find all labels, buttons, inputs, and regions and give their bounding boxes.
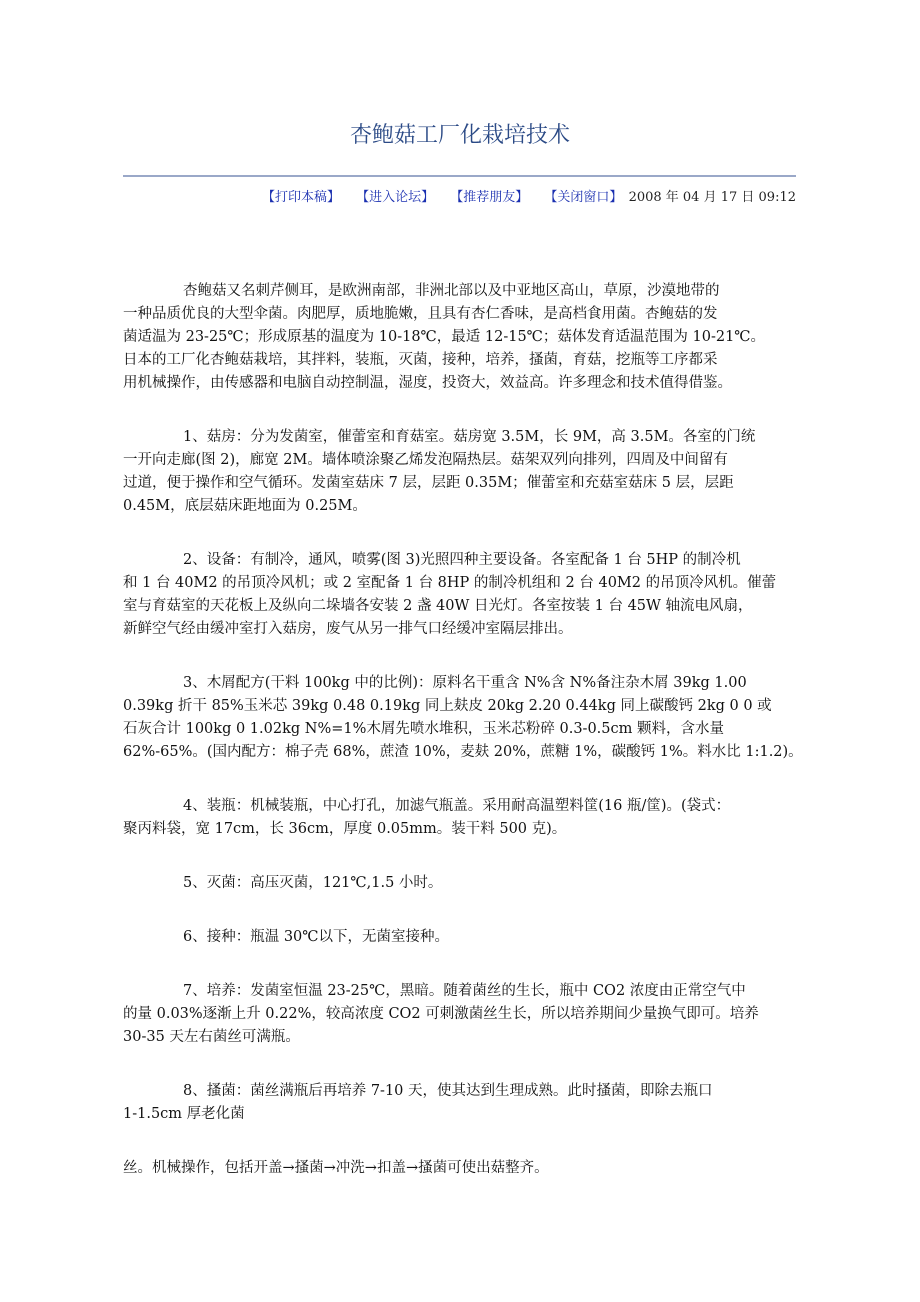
paragraph-line: 杏鲍菇又名刺芹侧耳，是欧洲南部，非洲北部以及中亚地区高山，草原，沙漠地带的	[183, 283, 720, 299]
paragraph	[123, 872, 813, 895]
paragraph-line: 0.45M，底层菇床距地面为 0.25M。	[123, 498, 367, 514]
paragraph-line: 3、木屑配方(干料 100kg 中的比例)：原料名干重含 N%含 N%备注杂木屑 39kg 1.00	[183, 675, 747, 691]
paragraph	[123, 672, 813, 764]
paragraph-line: 一种品质优良的大型伞菌。肉肥厚，质地脆嫩，且具有杏仁香味，是高档食用菌。杏鲍菇的发	[123, 306, 718, 322]
paragraph-line: 丝。机械操作，包括开盖→搔菌→冲洗→扣盖→搔菌可使出菇整齐。	[123, 1160, 549, 1176]
article-toolbar	[250, 186, 796, 205]
paragraph-line: 2、设备：有制冷，通风，喷雾(图 3)光照四种主要设备。各室配备 1 台 5HP 的制冷机	[183, 552, 741, 568]
paragraph-line: 石灰合计 100kg 0 1.02kg N%=1%木屑先喷水堆积，玉米芯粉碎 0.3-0.5cm 颗料，含水量	[123, 721, 724, 737]
paragraph	[123, 795, 813, 841]
publish-date: 2008 年 04 月 17 日 09:12	[628, 190, 796, 205]
paragraph-line: 一开向走廊(图 2)，廊宽 2M。墙体喷涂聚乙烯发泡隔热层。菇架双列向排列，四周及中间留有	[123, 452, 728, 468]
paragraph-line: 新鲜空气经由缓冲室打入菇房，废气从另一排气口经缓冲室隔层排出。	[123, 621, 573, 637]
close-window-link[interactable]: 【关闭窗口】	[544, 190, 623, 205]
paragraph-line: 日本的工厂化杏鲍菇栽培，其拌料，装瓶，灭菌，接种，培养，搔菌，育菇，挖瓶等工序都采	[123, 352, 718, 368]
paragraph	[123, 926, 813, 949]
paragraph	[123, 280, 813, 395]
paragraph-line: 6、接种：瓶温 30℃以下，无菌室接种。	[183, 929, 450, 945]
paragraph-line: 62%-65%。(国内配方：棉子壳 68%，蔗渣 10%，麦麸 20%，蔗糖 1%，碳酸钙 1%。料水比 1:1.2)。	[123, 744, 803, 760]
paragraph	[123, 549, 813, 641]
paragraph-line: 4、装瓶：机械装瓶，中心打孔，加滤气瓶盖。采用耐高温塑料筐(16 瓶/筐)。(袋式：	[183, 798, 731, 814]
paragraph-line: 菌适温为 23-25℃；形成原基的温度为 10-18℃，最适 12-15℃；菇体发育适温范围为 10-21℃。	[123, 329, 766, 345]
recommend-link[interactable]: 【推荐朋友】	[450, 190, 529, 205]
paragraph-line: 30-35 天左右菌丝可满瓶。	[123, 1029, 300, 1045]
paragraph-line: 5、灭菌：高压灭菌，121℃,1.5 小时。	[183, 875, 443, 891]
paragraph-line: 8、搔菌：菌丝满瓶后再培养 7-10 天，使其达到生理成熟。此时搔菌，即除去瓶口	[183, 1083, 713, 1099]
paragraph-line: 和 1 台 40M2 的吊顶冷风机；或 2 室配备 1 台 8HP 的制冷机组和 2 台 40M2 的吊顶冷风机。催蕾	[123, 575, 777, 591]
paragraph-line: 1-1.5cm 厚老化菌	[123, 1106, 245, 1122]
paragraph-line: 用机械操作，由传感器和电脑自动控制温，湿度，投资大，效益高。许多理念和技术值得借鉴。	[123, 375, 732, 391]
paragraph-line: 室与育菇室的天花板上及纵向二垛墙各安装 2 盏 40W 日光灯。各室按装 1 台 45W 轴流电风扇，	[123, 598, 753, 614]
paragraph	[123, 1080, 813, 1126]
paragraph	[123, 426, 813, 518]
print-link[interactable]: 【打印本稿】	[261, 190, 340, 205]
paragraph-line: 0.39kg 折干 85%玉米芯 39kg 0.48 0.19kg 同上麸皮 20kg 2.20 0.44kg 同上碳酸钙 2kg 0 0 或	[123, 698, 772, 714]
paragraph	[123, 1157, 813, 1180]
paragraph-line: 过道，便于操作和空气循环。发菌室菇床 7 层，层距 0.35M；催蕾室和充菇室菇床 5 层，层距	[123, 475, 734, 491]
paragraph-line: 的量 0.03%逐渐上升 0.22%，较高浓度 CO2 可刺激菌丝生长，所以培养期间少量换气即可。培养	[123, 1006, 759, 1022]
forum-link[interactable]: 【进入论坛】	[356, 190, 435, 205]
paragraph	[123, 980, 813, 1049]
paragraph-line: 1、菇房：分为发菌室，催蕾室和育菇室。菇房宽 3.5M，长 9M，高 3.5M。各室的门统	[183, 429, 756, 445]
paragraph-line: 7、培养：发菌室恒温 23-25℃，黑暗。随着菌丝的生长，瓶中 CO2 浓度由正常空气中	[183, 983, 746, 999]
article-body	[123, 280, 813, 1211]
page-title: 杏鲍菇工厂化栽培技术	[349, 123, 570, 148]
paragraph-line: 聚丙料袋，宽 17cm，长 36cm，厚度 0.05mm。装干料 500 克)。	[123, 821, 567, 837]
divider	[123, 175, 796, 177]
